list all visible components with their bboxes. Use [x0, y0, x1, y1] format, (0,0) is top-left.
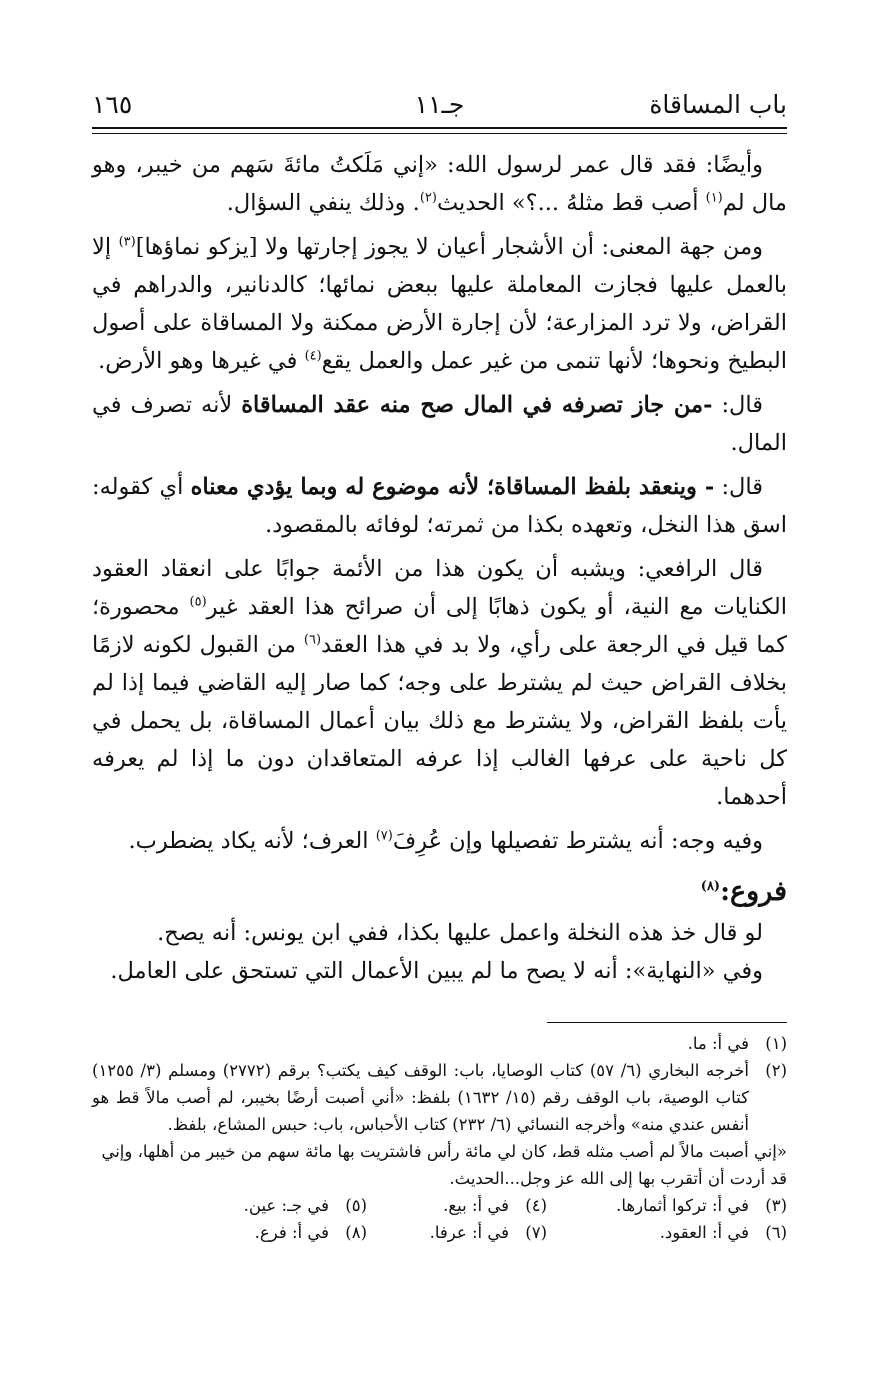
- footnote-ref-8[interactable]: (٨): [700, 879, 721, 894]
- paragraph-5: قال الرافعي: ويشبه أن يكون هذا من الأئمة جوابًا على انعقاد العقود الكنايات مع النية، أو يكون ذهابًا إلى أن صرائح هذا العقد غير$^{(٥)}$ محصورة؛ كما قيل في الرجعة على رأي، ولا بد في هذا العقد$^{(٦)}$ من القبول لكونه لازمًا بخلاف القراض حيث لم يشترط على وجه؛ كما صار إليه القاضي فيما إذا لم يأت بلفظ القراض، ولا يشترط مع ذلك بيان أعمال المساقاة، بل يحمل في كل ناحية على عرفها الغالب إذا عرفه المتعاقدان دون ما إذا لم يعرفه أحدهما.: [92, 556, 788, 810]
- footnote-row-3-5: [92, 1192, 787, 1219]
- header-rule-thick: [92, 127, 787, 129]
- paragraph-2: ومن جهة المعنى: أن الأشجار أعيان لا يجوز إجارتها ولا [يزكو نماؤها]$^{(٣)}$ إلا بالعمل عليها فجازت المعاملة عليها ببعض نمائها؛ كالدنانير، والدراهم في القراض، ولا ترد المزارعة؛ لأن إجارة الأرض ممكنة ولا المساقاة على أصول البطيخ ونحوها؛ لأنها تنمى من غير عمل والعمل يقع$^{(٤)}$ في غيرها وهو الأرض.: [92, 234, 787, 374]
- page-number: ١٦٥: [92, 89, 133, 119]
- paragraph-3: قال: -من جاز تصرفه في المال صح منه عقد المساقاة لأنه تصرف في المال.: [92, 392, 787, 456]
- header-rule-thin: [92, 133, 787, 134]
- footnote-7: (٧) في أ: عرفا.: [429, 1223, 547, 1242]
- footnote-ref-5[interactable]: (٥): [189, 594, 207, 610]
- footnote-2-quote: «إني أصبت مالاً لم أصب مثله قط، كان لي مائة رأس فاشتريت بها مائة سهم من خيبر من أهلها، وإني قد أردت أن أتقرب بها إلى الله عز وجل...الحديث.: [101, 1142, 787, 1188]
- footnote-row-6-8: [92, 1219, 787, 1246]
- main-text: [92, 146, 787, 990]
- footnote-4: (٤) في أ: بيع.: [443, 1196, 547, 1215]
- footnote-ref-2[interactable]: (٢): [419, 190, 437, 206]
- footnote-5: (٥) في جـ: عين.: [243, 1196, 367, 1215]
- footnote-3: (٣) في أ: تركوا أثمارها.: [616, 1196, 787, 1215]
- paragraph-4: قال: - وينعقد بلفظ المساقاة؛ لأنه موضوع له وبما يؤدي معناه أي كقوله: اسق هذا النخل، وتعهده بكذا من ثمرته؛ لوفائه بالمقصود.: [92, 474, 787, 538]
- paragraph-1: وأيضًا: فقد قال عمر لرسول الله: «إني مَلَكتُ مائةَ سَهم من خيبر، وهو مال لم$^{(١)}$ أصب قط مثلهُ ...؟» الحديث$^{(٢)}$. وذلك ينفي السؤال.: [92, 152, 787, 216]
- footnote-1: (١) في أ: ما.: [687, 1034, 787, 1053]
- paragraph-8: وفي «النهاية»: أنه لا يصح ما لم يبين الأعمال التي تستحق على العامل.: [110, 958, 763, 984]
- paragraph-6: وفيه وجه: أنه يشترط تفصيلها وإن عُرِفَ$^{(٧)}$ العرف؛ لأنه يكاد يضطرب.: [128, 828, 763, 854]
- volume-label: جـ١١: [414, 89, 465, 119]
- footnote-6: (٦) في أ: العقود.: [659, 1223, 787, 1242]
- footnote-separator: [547, 1022, 787, 1023]
- footnote-2: (٢) أخرجه البخاري (٦/ ٥٧) كتاب الوصايا، باب: الوقف كيف يكتب؟ برقم (٢٧٧٢) ومسلم (٣/ ١٢٥٥) كتاب الوصية، باب الوقف رقم (١٥/ ١٦٣٢) بلفظ: «أني أصبت أرضًا بخيبر، لم أصب مالاً قط هو أنفس عندي منه» وأخرجه النسائي (٦/ ٢٣٢) كتاب الأحباس، باب: حبس المشاع، بلفظ.: [92, 1061, 787, 1134]
- footnote-ref-7[interactable]: (٧): [375, 828, 393, 844]
- paragraph-7: لو قال خذ هذه النخلة واعمل عليها بكذا، ففي ابن يونس: أنه يصح.: [157, 920, 763, 946]
- footnote-ref-4[interactable]: (٤): [304, 348, 322, 364]
- footnote-ref-3[interactable]: (٣): [118, 234, 136, 250]
- footnote-8: (٨) في أ: فرع.: [254, 1223, 367, 1242]
- running-header: [92, 84, 787, 124]
- matn-text-2: - وينعقد بلفظ المساقاة؛ لأنه موضوع له وبما يؤدي معناه: [190, 474, 715, 500]
- footnote-ref-1[interactable]: (١): [705, 190, 723, 206]
- matn-text-1: -من جاز تصرفه في المال صح منه عقد المساقاة: [241, 392, 713, 418]
- section-heading: فروع:$^{(٨)}$: [700, 876, 787, 907]
- chapter-title: باب المساقاة: [649, 89, 787, 119]
- footnote-ref-6[interactable]: (٦): [303, 632, 322, 648]
- footnotes: [92, 1030, 787, 1246]
